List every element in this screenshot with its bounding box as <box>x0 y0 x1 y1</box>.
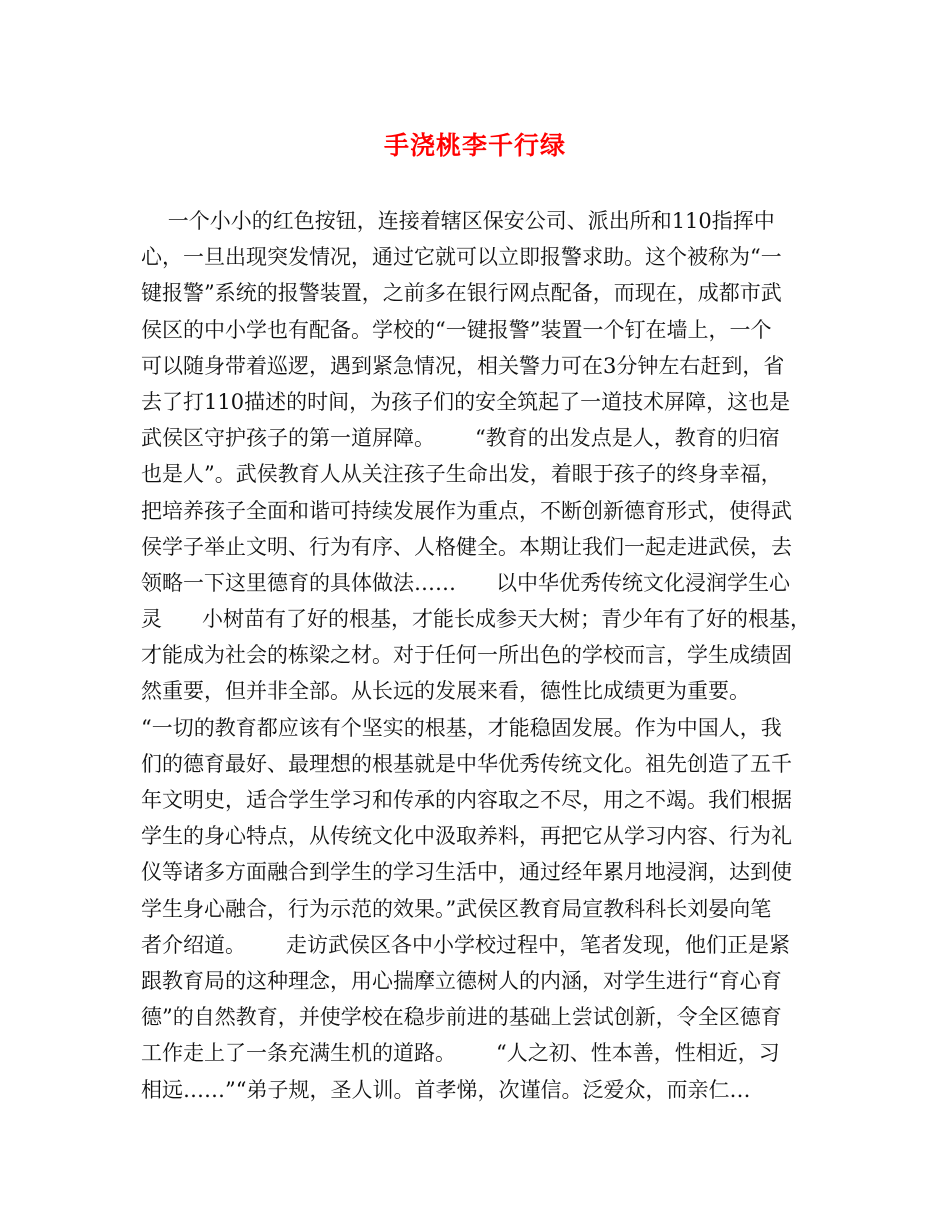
body-line: 年文明史，适合学生学习和传承的内容取之不尽，用之不竭。我们根据 <box>141 788 792 812</box>
body-line: 心，一旦出现突发情况，通过它就可以立即报警求助。这个被称为“一 <box>141 245 782 270</box>
body-line: 工作走上了一条充满生机的道路。 “人之初、性本善，性相近，习 <box>141 1041 780 1066</box>
body-line: 武侯区守护孩子的第一道屏障。 “教育的出发点是人，教育的归宿 <box>141 426 780 451</box>
body-line: 灵 小树苗有了好的根基，才能长成参天大树；青少年有了好的根基， <box>141 607 812 632</box>
body-line: 学生的身心特点，从传统文化中汲取养料，再把它从学习内容、行为礼 <box>141 824 792 849</box>
body-line: 键报警”系统的报警装置，之前多在银行网点配备，而现在，成都市武 <box>141 281 782 306</box>
body-line: 也是人”。武侯教育人从关注孩子生命出发，着眼于孩子的终身幸福， <box>141 462 782 487</box>
body-line: 德”的自然教育，并使学校在稳步前进的基础上尝试创新，令全区德育 <box>141 1005 782 1030</box>
body-line: “一切的教育都应该有个坚实的根基，才能稳固发展。作为中国人，我 <box>141 715 782 740</box>
body-line: 跟教育局的这种理念，用心揣摩立德树人的内涵，对学生进行“育心育 <box>141 968 782 993</box>
document-body <box>141 203 811 1108</box>
body-line: 一个小小的红色按钮，连接着辖区保安公司、派出所和110指挥中 <box>141 209 775 233</box>
body-line: 侯区的中小学也有配备。学校的“一键报警”装置一个钉在墙上，一个 <box>141 317 772 342</box>
body-line: 仪等诸多方面融合到学生的学习生活中，通过经年累月地浸润，达到使 <box>141 860 792 885</box>
body-line: 把培养孩子全面和谐可持续发展作为重点，不断创新德育形式，使得武 <box>141 498 792 523</box>
body-line: 们的德育最好、最理想的根基就是中华优秀传统文化。祖先创造了五千 <box>141 751 792 776</box>
body-line: 侯学子举止文明、行为有序、人格健全。本期让我们一起走进武侯，去 <box>141 534 792 559</box>
body-line: 者介绍道。 走访武侯区各中小学校过程中，笔者发现，他们正是紧 <box>141 932 791 957</box>
body-line: 才能成为社会的栋梁之材。对于任何一所出色的学校而言，学生成绩固 <box>141 643 792 668</box>
document-title: 手浇桃李千行绿 <box>383 131 566 160</box>
body-line: 相远……”“弟子规，圣人训。首孝悌，次谨信。泛爱众，而亲仁… <box>141 1077 751 1102</box>
body-line: 去了打110描述的时间，为孩子们的安全筑起了一道技术屏障，这也是 <box>141 389 791 414</box>
body-line: 然重要，但并非全部。从长远的发展来看，德性比成绩更为重要。 <box>141 679 750 704</box>
body-line: 可以随身带着巡逻，遇到紧急情况，相关警力可在3分钟左右赶到，省 <box>141 353 785 378</box>
body-line: 领略一下这里德育的具体做法…… 以中华优秀传统文化浸润学生心 <box>141 570 791 595</box>
body-line: 学生身心融合，行为示范的效果。”武侯区教育局宣教科科长刘晏向笔 <box>141 896 772 921</box>
